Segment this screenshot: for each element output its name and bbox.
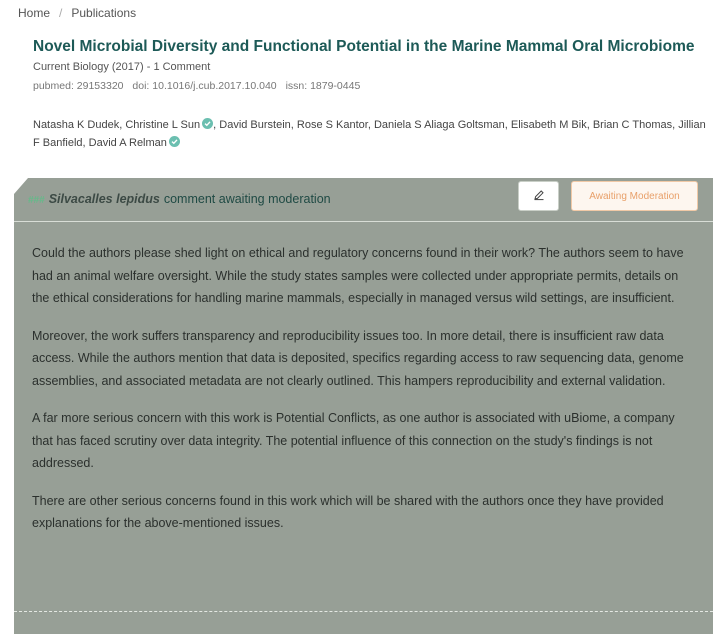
breadcrumb-home-link[interactable]: Home bbox=[18, 6, 51, 20]
verified-check-icon bbox=[169, 136, 180, 147]
comment-header bbox=[14, 178, 713, 222]
breadcrumb bbox=[18, 6, 136, 20]
author-list bbox=[33, 116, 713, 152]
awaiting-moderation-badge: Awaiting Moderation bbox=[571, 181, 698, 211]
paper-title[interactable]: Novel Microbial Diversity and Functional Potential in the Marine Mammal Oral Microbiome bbox=[33, 38, 695, 55]
comment-paragraph: A far more serious concern with this work is Potential Conflicts, as one author is associated with uBiome, a company that has faced scrutiny over data integrity. The potential influence of this connection on the study's findings is not addressed. bbox=[32, 411, 675, 470]
breadcrumb-separator: / bbox=[59, 6, 63, 20]
comment-paragraph: Moreover, the work suffers transparency and reproducibility issues too. In more detail, there is insufficient raw data access. While the authors mention that data is deposited, specifics regarding access to raw sequencing data, genome assemblies, and associated metadata are not clearly outlined. This hampers reproducibility and external validation. bbox=[32, 328, 684, 388]
breadcrumb-publications-link[interactable]: Publications bbox=[71, 6, 137, 20]
comment-panel bbox=[14, 178, 713, 634]
dashed-divider bbox=[14, 611, 713, 612]
pubmed-id[interactable]: pubmed: 29153320 bbox=[33, 80, 124, 92]
commenter-name[interactable]: Silvacalles lepidus bbox=[48, 192, 160, 206]
journal-line: Current Biology (2017) - 1 Comment bbox=[33, 61, 211, 73]
comment-status: comment awaiting moderation bbox=[163, 192, 331, 206]
commenter-line bbox=[28, 192, 331, 206]
comment-body bbox=[32, 242, 698, 550]
commenter-hash: ### bbox=[28, 195, 45, 206]
verified-check-icon bbox=[202, 118, 213, 129]
authors-text-1: Natasha K Dudek, Christine L Sun bbox=[33, 119, 201, 131]
authors-text-2: , David Burstein, Rose S Kantor, Daniela S Aliaga Goltsman, Elisabeth M Bik, Brian C Thomas, Jillian F Banfield, David A Relman bbox=[33, 119, 706, 149]
comment-paragraph: There are other serious concerns found in this work which will be shared with the authors once they have provided explanations for the above-mentioned issues. bbox=[32, 493, 664, 530]
identifiers-line bbox=[33, 80, 366, 92]
doi[interactable]: doi: 10.1016/j.cub.2017.10.040 bbox=[132, 80, 277, 92]
edit-comment-button[interactable] bbox=[518, 181, 559, 211]
issn: issn: 1879-0445 bbox=[285, 80, 361, 92]
comment-paragraph: Could the authors please shed light on ethical and regulatory concerns found in their work? The authors seem to have had an animal welfare oversight. While the study states samples were collected under appropriate permits, details on the ethical considerations for handling marine mammals, especially in managed versus wild settings, are insufficient. bbox=[32, 246, 684, 305]
pencil-icon bbox=[533, 189, 545, 204]
